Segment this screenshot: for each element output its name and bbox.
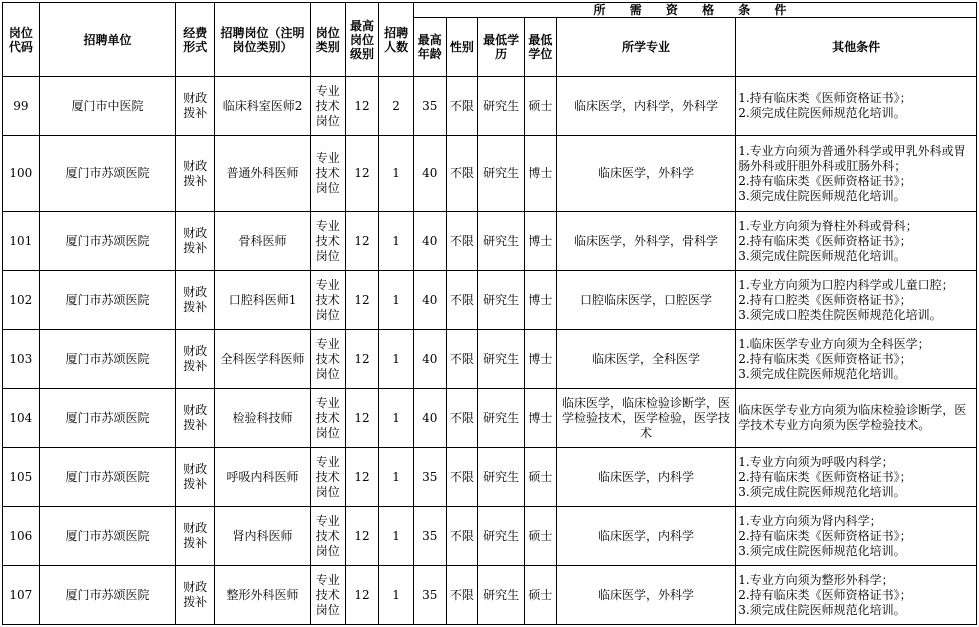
cell-education: 研究生 [478, 271, 525, 330]
cell-funding: 财政拨补 [176, 212, 215, 271]
header-unit: 招聘单位 [39, 3, 176, 77]
cell-education: 研究生 [478, 507, 525, 566]
cell-age: 40 [413, 136, 446, 212]
cell-other: 1.临床医学专业方向须为全科医学； 2.持有临床类《医师资格证书》； 3.须完成住院医师规范化培训。 [736, 330, 977, 389]
cell-level: 12 [345, 77, 379, 136]
header-code: 岗位代码 [3, 3, 40, 77]
cell-gender: 不限 [446, 448, 478, 507]
table-row [3, 389, 977, 448]
cell-gender: 不限 [446, 330, 478, 389]
table-header [3, 3, 977, 77]
cell-education: 研究生 [478, 448, 525, 507]
recruitment-table [2, 2, 977, 625]
cell-code: 102 [3, 271, 40, 330]
cell-degree: 硕士 [525, 448, 557, 507]
cell-code: 107 [3, 566, 40, 625]
header-post-category: 岗位类别 [310, 3, 345, 77]
header-min-education: 最低学历 [478, 18, 525, 77]
cell-unit: 厦门市苏颂医院 [39, 507, 176, 566]
cell-category: 专业技术岗位 [310, 212, 345, 271]
cell-code: 104 [3, 389, 40, 448]
cell-age: 35 [413, 77, 446, 136]
cell-education: 研究生 [478, 136, 525, 212]
cell-age: 35 [413, 566, 446, 625]
cell-unit: 厦门市苏颂医院 [39, 271, 176, 330]
cell-category: 专业技术岗位 [310, 271, 345, 330]
cell-education: 研究生 [478, 330, 525, 389]
cell-post: 普通外科医师 [215, 136, 311, 212]
cell-other: 临床医学专业方向须为临床检验诊断学，医学技术专业方向须为医学检验技术。 [736, 389, 977, 448]
cell-age: 35 [413, 507, 446, 566]
table-row [3, 330, 977, 389]
cell-unit: 厦门市苏颂医院 [39, 330, 176, 389]
cell-category: 专业技术岗位 [310, 507, 345, 566]
cell-category: 专业技术岗位 [310, 330, 345, 389]
header-max-age: 最高年龄 [413, 18, 446, 77]
cell-post: 口腔科医师1 [215, 271, 311, 330]
table-body [3, 77, 977, 625]
cell-education: 研究生 [478, 389, 525, 448]
cell-other: 1.专业方向须为整形外科学； 2.持有临床类《医师资格证书》； 3.须完成住院医师规范化培训。 [736, 566, 977, 625]
cell-post: 骨科医师 [215, 212, 311, 271]
cell-age: 40 [413, 271, 446, 330]
cell-unit: 厦门市苏颂医院 [39, 136, 176, 212]
table-row [3, 212, 977, 271]
cell-post: 临床科室医师2 [215, 77, 311, 136]
cell-major: 临床医学，内科学 [556, 448, 735, 507]
cell-unit: 厦门市苏颂医院 [39, 212, 176, 271]
cell-degree: 博士 [525, 212, 557, 271]
cell-count: 1 [379, 330, 414, 389]
cell-funding: 财政拨补 [176, 77, 215, 136]
cell-unit: 厦门市苏颂医院 [39, 566, 176, 625]
cell-education: 研究生 [478, 77, 525, 136]
cell-post: 整形外科医师 [215, 566, 311, 625]
cell-age: 40 [413, 389, 446, 448]
cell-funding: 财政拨补 [176, 507, 215, 566]
cell-funding: 财政拨补 [176, 566, 215, 625]
cell-level: 12 [345, 212, 379, 271]
header-funding: 经费形式 [176, 3, 215, 77]
cell-major: 临床医学，内科学 [556, 507, 735, 566]
cell-count: 1 [379, 271, 414, 330]
header-requirements: 所 需 资 格 条 件 [413, 3, 976, 18]
header-gender: 性别 [446, 18, 478, 77]
cell-funding: 财政拨补 [176, 271, 215, 330]
cell-count: 1 [379, 566, 414, 625]
cell-major: 临床医学，外科学 [556, 136, 735, 212]
cell-count: 1 [379, 389, 414, 448]
cell-gender: 不限 [446, 77, 478, 136]
header-min-degree: 最低学位 [525, 18, 557, 77]
cell-gender: 不限 [446, 271, 478, 330]
table-row [3, 507, 977, 566]
cell-major: 临床医学，外科学 [556, 566, 735, 625]
cell-degree: 博士 [525, 136, 557, 212]
cell-gender: 不限 [446, 507, 478, 566]
cell-degree: 硕士 [525, 566, 557, 625]
cell-unit: 厦门市苏颂医院 [39, 389, 176, 448]
cell-other: 1.专业方向须为口腔内科学或儿童口腔； 2.持有口腔类《医师资格证书》； 3.须完成口腔类住院医师规范化培训。 [736, 271, 977, 330]
cell-unit: 厦门市苏颂医院 [39, 448, 176, 507]
cell-category: 专业技术岗位 [310, 136, 345, 212]
cell-level: 12 [345, 566, 379, 625]
cell-funding: 财政拨补 [176, 330, 215, 389]
cell-post: 全科医学科医师 [215, 330, 311, 389]
table-row [3, 136, 977, 212]
cell-level: 12 [345, 389, 379, 448]
cell-count: 1 [379, 448, 414, 507]
cell-level: 12 [345, 136, 379, 212]
cell-major: 临床医学，临床检验诊断学，医学检验技术，医学检验，医学技术 [556, 389, 735, 448]
cell-code: 101 [3, 212, 40, 271]
cell-funding: 财政拨补 [176, 136, 215, 212]
cell-level: 12 [345, 330, 379, 389]
cell-count: 2 [379, 77, 414, 136]
cell-gender: 不限 [446, 566, 478, 625]
cell-post: 呼吸内科医师 [215, 448, 311, 507]
cell-other: 1.专业方向须为呼吸内科学； 2.持有临床类《医师资格证书》； 3.须完成住院医师规范化培训。 [736, 448, 977, 507]
cell-major: 临床医学，外科学，骨科学 [556, 212, 735, 271]
cell-gender: 不限 [446, 389, 478, 448]
cell-other: 1.专业方向须为普通外科学或甲乳外科或胃肠外科或肝胆外科或肛肠外科； 2.持有临床类《医师资格证书》； 3.须完成住院医师规范化培训。 [736, 136, 977, 212]
cell-post: 检验科技师 [215, 389, 311, 448]
cell-category: 专业技术岗位 [310, 566, 345, 625]
cell-gender: 不限 [446, 136, 478, 212]
cell-major: 口腔临床医学，口腔医学 [556, 271, 735, 330]
cell-code: 100 [3, 136, 40, 212]
cell-count: 1 [379, 507, 414, 566]
cell-funding: 财政拨补 [176, 389, 215, 448]
header-max-level: 最高岗位级别 [345, 3, 379, 77]
cell-education: 研究生 [478, 212, 525, 271]
header-count: 招聘人数 [379, 3, 414, 77]
cell-age: 40 [413, 330, 446, 389]
cell-post: 肾内科医师 [215, 507, 311, 566]
cell-count: 1 [379, 136, 414, 212]
cell-code: 105 [3, 448, 40, 507]
cell-other: 1.专业方向须为肾内科学； 2.持有临床类《医师资格证书》； 3.须完成住院医师规范化培训。 [736, 507, 977, 566]
cell-level: 12 [345, 448, 379, 507]
cell-category: 专业技术岗位 [310, 77, 345, 136]
cell-level: 12 [345, 271, 379, 330]
cell-code: 99 [3, 77, 40, 136]
cell-gender: 不限 [446, 212, 478, 271]
header-major: 所学专业 [556, 18, 735, 77]
table-row [3, 566, 977, 625]
cell-other: 1.专业方向须为脊柱外科或骨科； 2.持有临床类《医师资格证书》； 3.须完成住院医师规范化培训。 [736, 212, 977, 271]
cell-age: 35 [413, 448, 446, 507]
table-row [3, 271, 977, 330]
cell-unit: 厦门市中医院 [39, 77, 176, 136]
cell-code: 106 [3, 507, 40, 566]
cell-code: 103 [3, 330, 40, 389]
cell-degree: 博士 [525, 330, 557, 389]
cell-count: 1 [379, 212, 414, 271]
table-row [3, 448, 977, 507]
cell-funding: 财政拨补 [176, 448, 215, 507]
cell-level: 12 [345, 507, 379, 566]
cell-degree: 博士 [525, 271, 557, 330]
cell-degree: 博士 [525, 389, 557, 448]
cell-major: 临床医学，内科学，外科学 [556, 77, 735, 136]
cell-degree: 硕士 [525, 77, 557, 136]
cell-category: 专业技术岗位 [310, 389, 345, 448]
cell-category: 专业技术岗位 [310, 448, 345, 507]
cell-degree: 硕士 [525, 507, 557, 566]
cell-age: 40 [413, 212, 446, 271]
cell-major: 临床医学，全科医学 [556, 330, 735, 389]
header-post: 招聘岗位（注明岗位类别） [215, 3, 311, 77]
cell-other: 1.持有临床类《医师资格证书》； 2.须完成住院医师规范化培训。 [736, 77, 977, 136]
header-other: 其他条件 [736, 18, 977, 77]
cell-education: 研究生 [478, 566, 525, 625]
table-row [3, 77, 977, 136]
